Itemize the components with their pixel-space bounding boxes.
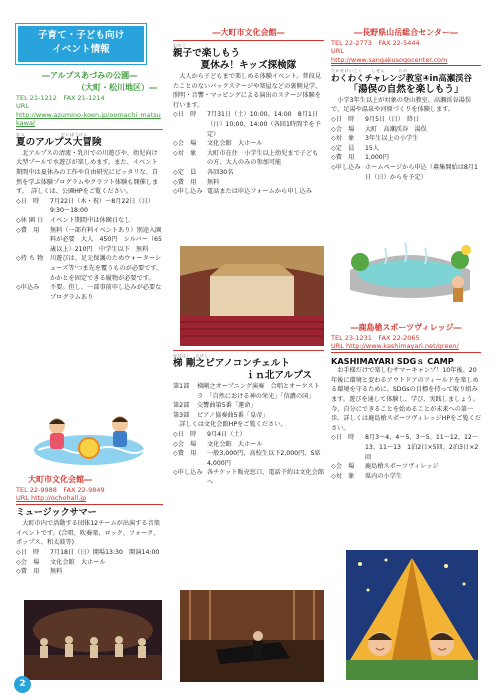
banner-line1: 子育て・子ども向け — [37, 30, 125, 41]
alps-org-name: ―アルプスあづみの公園― — [41, 71, 138, 80]
piano-title-ruby: かけはし たけし — [173, 353, 209, 358]
detail-row — [16, 283, 163, 302]
divider — [16, 504, 163, 505]
alps-event-details — [16, 197, 163, 303]
detail-label: ◇日 時 — [331, 116, 355, 124]
detail-row — [331, 433, 481, 462]
detail-row — [331, 115, 481, 125]
detail-value: 各チケット販売窓口、電話予約は文化会館へ — [207, 469, 325, 487]
detail-label: ◇費 用 — [331, 154, 355, 162]
piano-details — [173, 430, 324, 488]
pianist-photo — [180, 590, 324, 682]
music-summer-details — [16, 548, 163, 577]
banner-line2: イベント情報 — [52, 43, 110, 55]
detail-label: ◇日 時 — [16, 197, 40, 205]
sangaku-url-link[interactable]: http://www.sangakusogocenter.com — [331, 55, 448, 64]
detail-label: ◇日 時 — [16, 548, 40, 556]
sangaku-tel: TEL 22-2773 FAX 22-5444 — [331, 39, 420, 47]
sangaku-url-label: URL — [331, 47, 344, 56]
detail-row — [331, 163, 481, 182]
detail-row — [16, 216, 163, 226]
detail-value: 文化会館 大ホール — [207, 140, 263, 148]
piano-title-line2: ｉｎ北アルプス — [245, 369, 312, 381]
detail-row — [16, 558, 163, 568]
sangaku-description: 小学3年生以上が対象の登山教室。高瀬渓谷湯俣で、足湯や温泉や河原づくりを体験します。 — [331, 96, 472, 114]
detail-label: ◇申し込み — [173, 469, 203, 477]
detail-row — [173, 187, 324, 197]
detail-label: ◇対 象 — [331, 135, 355, 143]
detail-value: 県内の小学生 — [365, 472, 403, 480]
detail-row — [173, 468, 324, 487]
detail-value: 大町市在住 小学生以上幼児まで子どもの方、大人のみの参加可能 — [207, 149, 319, 167]
sangaku-title-ruby: たかせけいこく しぜん たの — [331, 68, 408, 74]
alps-event-title: 夏のアルプス大冒険 — [16, 136, 102, 148]
detail-value: 9月5日（日） 終日 — [365, 116, 420, 124]
detail-label: ◇休 園 日 — [16, 217, 44, 224]
detail-label: ◇申し込み — [173, 188, 203, 196]
detail-value: 無料 — [207, 178, 220, 186]
alps-url-link[interactable]: http://www.azumino-koen.jp/oomachi_matsukawa/ — [16, 110, 161, 128]
detail-row — [331, 125, 481, 135]
detail-value: 文化会館 大ホール — [207, 440, 263, 448]
kashima-section — [331, 322, 481, 481]
detail-label: ◇会 場 — [16, 558, 40, 566]
detail-label: ◇持 ち 物 — [16, 255, 44, 263]
column-right — [331, 27, 481, 182]
bunka-left-org: 大町市文化会館― — [28, 475, 92, 484]
music-summer-description: 大町市内で活動する団体12チームが出演する音楽イベントです。(合唱、吹奏楽、ロック、フォーク、ポップス、和太鼓等) — [16, 520, 160, 547]
divider — [331, 352, 481, 353]
piano-title-line1: 梯 剛之ピアノコンチェルト — [173, 358, 290, 369]
detail-label: ◇申込み — [16, 284, 40, 292]
detail-label: 第3部 — [173, 411, 190, 419]
detail-value: 9月4日（土） — [207, 431, 246, 439]
piano-section — [173, 349, 324, 488]
divider — [16, 129, 163, 130]
bunka-left-section — [16, 474, 163, 577]
detail-label: 第1部 — [173, 382, 190, 390]
detail-value: ピアノ協奏曲5番「皇帝」 — [197, 411, 269, 419]
detail-label: 第2部 — [173, 402, 190, 410]
detail-row — [173, 430, 324, 440]
kids-explorer-title-line1: 親子で楽しもう — [173, 48, 241, 59]
detail-value: 川遊びは、足元保護のためウォーターシューズ等'つま先を覆うものが必要です。かかとを固定できる履物が必要です。 — [50, 255, 163, 282]
detail-label: ◇定 員 — [173, 169, 197, 177]
detail-label: ◇費 用 — [16, 226, 40, 234]
detail-label: ◇日 時 — [173, 431, 197, 439]
detail-row — [173, 440, 324, 450]
detail-value: 一般3,000円、高校生以下2,000円、S席4,000円 — [207, 450, 321, 467]
detail-value: 15人 — [365, 144, 380, 152]
detail-row — [173, 168, 324, 178]
hot-spring-illustration — [340, 230, 480, 306]
section-banner — [16, 24, 146, 64]
piano-program — [173, 382, 324, 420]
kids-title-ruby: おやこ — [173, 43, 187, 48]
detail-label: ◇費 用 — [173, 178, 197, 186]
kashima-url[interactable]: URL http://www.kashimayari.net/green/ — [331, 342, 459, 351]
detail-label: ◇会 場 — [331, 125, 355, 133]
kashima-org: ―鹿島槍スポーツヴィレッジ― — [350, 323, 462, 332]
detail-label: ◇対 象 — [331, 472, 355, 480]
alps-title-ruby: なつ だいぼうけん — [16, 131, 88, 137]
detail-label: ◇費 用 — [16, 568, 40, 576]
alps-org-sub: （大町・松川地区）― — [77, 83, 157, 92]
detail-row — [331, 472, 481, 482]
detail-row — [331, 462, 481, 472]
detail-value: 7月18日（日）開場13:30 開演14:00 — [50, 548, 160, 556]
sangaku-org: ―長野県山岳総合センター― — [354, 28, 458, 37]
detail-value: イベント期間中は休園日なし — [50, 217, 131, 224]
sangaku-title-line2: 「湯俣の自然を楽しもう」 — [348, 83, 464, 95]
sangaku-details — [331, 115, 481, 182]
detail-value: 無料（一部有料イベントあり）別途入園料が必要 大人 450円 シルバー（65歳以上）210円 中学生以下 無料 — [50, 226, 162, 253]
detail-value: 1,000円 — [365, 154, 389, 162]
camp-tent-illustration — [346, 550, 478, 680]
detail-row — [173, 149, 324, 168]
detail-label: ◇日 時 — [331, 434, 355, 442]
detail-row — [16, 548, 163, 558]
detail-value: 不要。但し、一部事前申し込みが必要なプログラムあり — [50, 284, 162, 301]
detail-label: ◇対 象 — [173, 149, 197, 157]
detail-row — [16, 197, 163, 216]
detail-row — [173, 139, 324, 149]
detail-label: ◇申し込み — [331, 164, 361, 172]
divider — [173, 40, 324, 41]
bunka-mid-org: ―大町市文化会館― — [212, 28, 285, 37]
detail-value: 電話または申込フォームから申し込み — [207, 188, 312, 196]
detail-label: ◇会 場 — [173, 440, 197, 448]
detail-row — [16, 226, 163, 255]
program-row — [173, 401, 324, 411]
alps-url-label: URL — [16, 102, 29, 111]
sangaku-title-line1: わくわくチャレンジ教室④in高瀬渓谷 — [331, 73, 472, 84]
detail-label: ◇会 場 — [331, 463, 355, 471]
program-row — [173, 382, 324, 401]
detail-label: ◇会 場 — [173, 140, 197, 148]
divider — [331, 65, 481, 66]
detail-label: ◇費 用 — [173, 450, 197, 458]
kashima-camp-description: お手様だけで楽しむサマーキャンプ！10年後、20年後に環境と変わるアウトドアのフィールドを楽しめる環境を守るために、SDGsの目標を持って取り組みます。遊びを通して体験し、学び、実践しましょう。今、自分にできることを始めることが未来への第一歩。詳しくは鹿島槍スポーツヴィレッジHPをご覧ください。 — [331, 367, 482, 432]
kashima-camp-title: KASHIMAYARI SDGｓ CAMP — [331, 355, 454, 366]
kids-explorer-details — [173, 110, 324, 196]
detail-label: ◇定 員 — [331, 144, 355, 152]
column-middle — [173, 27, 324, 197]
detail-row — [331, 144, 481, 154]
kids-explorer-description: 大人から子どもまで楽しめる体験イベント。普段見たことのないバックステージや楽屋などの裏側見学、照明・音響・マッピングによる演出のステージ体験を行います。 — [173, 72, 322, 109]
detail-value: 交響曲第5番「運命」 — [197, 402, 257, 410]
detail-label: ◇日 時 — [173, 111, 197, 119]
detail-row — [16, 254, 163, 283]
alps-tel: TEL 21-1212 FAX 21-1214 — [16, 94, 105, 102]
detail-row — [173, 110, 324, 139]
detail-row — [16, 567, 163, 577]
detail-row — [173, 178, 324, 188]
detail-value: 8月3～4、4～5、3～5、11～12、12～13、11～13 1泊2日×5回、2泊3日×2回 — [365, 434, 479, 461]
detail-value: 梯剛之オープニング演奏 合唱とオーケストラ 「自然における神の栄光」「信濃の国」 — [197, 382, 320, 400]
bunka-left-url[interactable]: URL http://ochohall.jp — [16, 494, 87, 503]
page-number: 2 — [14, 676, 31, 693]
detail-value: 各回30名 — [207, 169, 234, 177]
program-row — [173, 411, 324, 421]
bunka-left-tel: TEL 22-9988 FAX 22-9849 — [16, 486, 105, 494]
divider — [173, 350, 324, 351]
detail-value: 文化会館 大ホール — [50, 558, 106, 566]
detail-value: ホームページから申込（募集開始は8月1日（日）からを予定） — [365, 164, 478, 181]
detail-value: 3年生以上の小学生 — [365, 135, 419, 143]
concert-hall-photo — [180, 246, 324, 346]
detail-value: 鹿島槍スポーツヴィレッジ — [365, 463, 439, 471]
kashima-camp-details — [331, 433, 481, 481]
detail-value: 7月22日（木・祝）～8月22日（日）9:30～18:00 — [50, 197, 155, 215]
band-stage-photo — [24, 600, 162, 680]
piano-note: 詳しくは文化会館HPをご覧ください。 — [179, 421, 287, 429]
kids-explorer-title-line2: 夏休み！キッズ探検隊 — [200, 59, 297, 71]
detail-row — [331, 153, 481, 163]
detail-value: 大町 高瀬渓谷 湯俣 — [365, 125, 427, 133]
column-left — [16, 70, 163, 302]
music-summer-title: ミュージックサマー — [16, 507, 97, 518]
detail-row — [173, 449, 324, 468]
alps-event-description: 北アルプスの清流・乳川での川遊びや、幼児向け大型プールで水遊びが楽しめます。また、イベント期間中は夏休みの工作や自由研究にピッタリな、自然を学ぶ体験プログラムやクラフト体験も開催します。 詳しくは、公園HPをご覧ください。 — [16, 149, 159, 196]
kashima-tel: TEL 23-1231 FAX 22-2065 — [331, 334, 420, 342]
kids-pool-illustration — [32, 400, 147, 468]
detail-row — [331, 134, 481, 144]
detail-value: 7月31日（土）10:00、14:00 8月1日（日）10:00、14:00（各回1時間半を予定） — [207, 111, 321, 138]
detail-value: 無料 — [50, 568, 63, 576]
